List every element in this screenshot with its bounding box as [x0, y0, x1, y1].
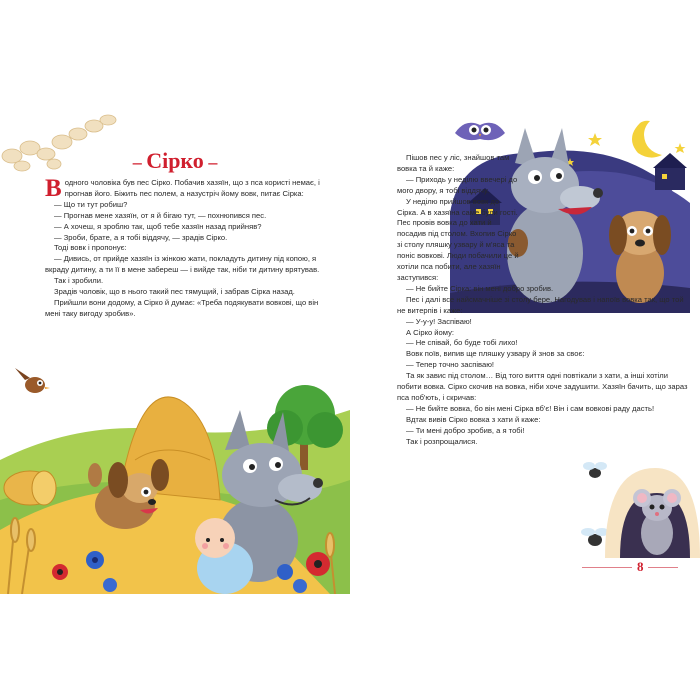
narrow-column [397, 153, 522, 284]
paragraph: — Що ти тут робиш? [54, 199, 128, 209]
paragraph: Зрадів чоловік, що в нього такий пес тямущий, і забрав Сірка назад. [54, 287, 295, 297]
paragraph: — Не співай, бо буде тобі лихо! [406, 338, 518, 348]
bird [15, 368, 50, 393]
book-spread [0, 108, 700, 594]
paragraph: — Не бийте вовка, бо він мені Сірка вб'є! Він і сам вовкові раду дасть! [406, 403, 655, 413]
paragraph: Прийшли вони додому, а Сірко й думає: «Треба подякувати вовкові, що він мені таку вигоду зробив». [45, 297, 319, 318]
paragraph: Та як завис під столом… Від того виття одні повтікали з хати, а інші хотіли побити вовка. Сірко скочив на вовка, ніби хоче задушити. Хазяїн бачить, що зараз пса поб'ють, і скричав: [397, 371, 688, 402]
paragraph: — Тепер точно заспіваю! [406, 360, 495, 370]
fly-icon [583, 462, 607, 478]
page-number: 8 [637, 559, 644, 574]
paragraph: А Сірко йому: [406, 327, 454, 337]
paragraph: — Приходь у неділю ввечері до мого двору, я тобі віддячу. [397, 174, 518, 195]
right-page [350, 108, 700, 594]
fly-icon [581, 528, 609, 546]
paragraph: — Не бийте Сірка: він мені добро зробив. [406, 283, 554, 293]
hay-bale [4, 471, 56, 505]
paragraph: одного чоловіка був пес Сірко. Побачив хазяїн, що з пса користі немає, і прогнав його. Біжить пес полем, а назустріч йому вовк, питає Сірка: [64, 178, 320, 198]
left-story-text [45, 175, 335, 320]
page-number-rule [582, 567, 632, 568]
paragraph: — Дивись, от прийде хазяїн із жінкою жати, покладуть дитину під копою, я вкраду дитину, а ти її в мене забереш — і вийде так, ніби ти дитину врятував. [45, 254, 320, 275]
field-illustration [0, 340, 350, 594]
paragraph: Пес і далі все найсмачніше зі столу бере. Нагодував і напоїв вовка так, що той не витерпів і каже: [397, 294, 684, 315]
left-page [0, 108, 350, 594]
paragraph: Так і зробили. [54, 276, 104, 286]
mouse-illustration [565, 458, 700, 568]
paragraph: — А хочеш, я зроблю так, щоб тебе хазяїн назад прийняв? [54, 221, 262, 231]
paragraph: Пішов пес у ліс, знайшов там вовка та й каже: [397, 153, 510, 173]
paragraph: У неділю прийшов вовк до Сірка. А в хазяїна саме були гості. Пес провів вовка до хати й посадив під столом. Вхопив Сірко зі столу пляшку узвару й м'яса та поніс вовкові. Люди побачили це й хотіли пса побити, але хазяїн заступився: [397, 196, 519, 282]
paragraph: — Ти мені добро зробив, а я тобі! [406, 425, 525, 435]
paragraph: Тоді вовк і пропонує: [54, 243, 127, 253]
paragraph: Вовк поїв, випив ще пляшку узвару й знов за своє: [406, 349, 585, 359]
paragraph: — Зроби, брате, а я тобі віддячу, — зрадів Сірко. [54, 232, 228, 242]
paragraph: — У-у-у! Заспіваю! [406, 316, 472, 326]
paragraph: Так і розпрощалися. [406, 436, 478, 446]
right-story-text [397, 153, 694, 447]
paragraph: Вдтак вивів Сірко вовка з хати й каже: [406, 414, 541, 424]
page-number-rule [648, 567, 678, 568]
paragraph: — Прогнав мене хазяїн, от я й бігаю тут, — похнюпився пес. [54, 210, 267, 220]
story-title: – Сірко – [132, 148, 218, 173]
drop-cap: В [45, 175, 62, 202]
